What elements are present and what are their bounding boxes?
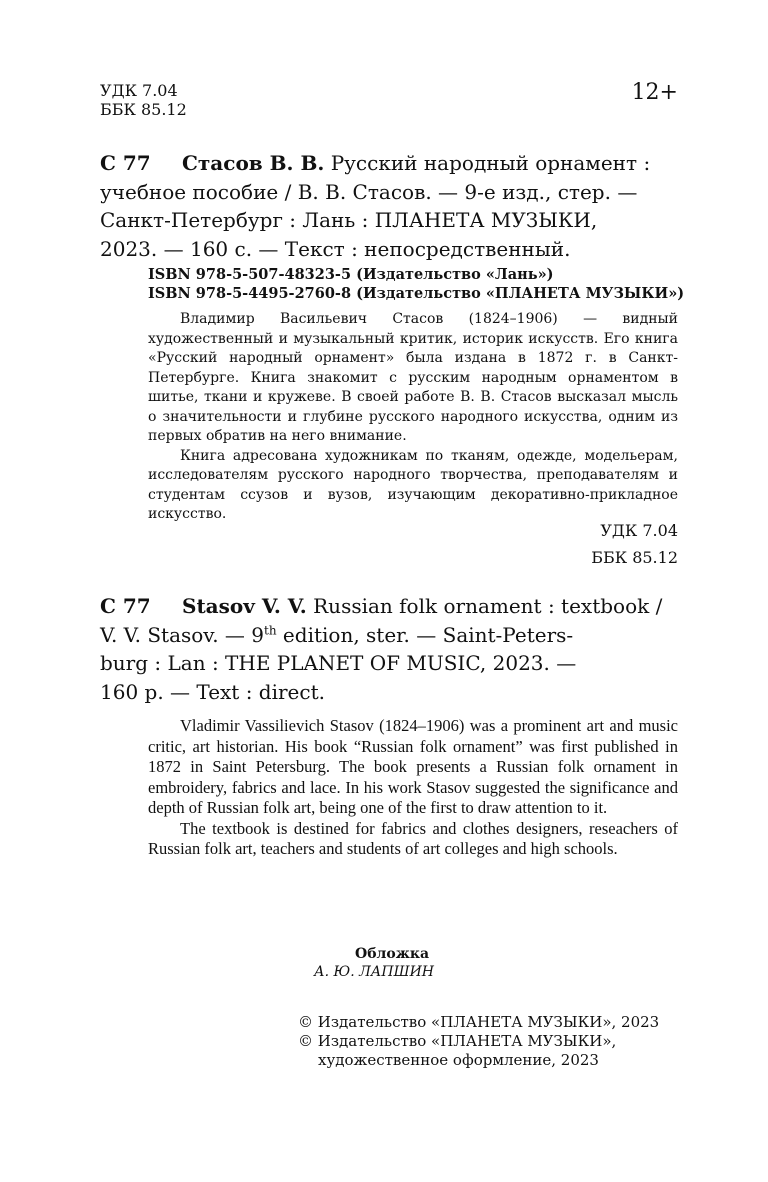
cover-artist: А. Ю. ЛАПШИН [314, 964, 434, 980]
copyright-line-2: © Издательство «ПЛАНЕТА МУЗЫКИ», [298, 1032, 617, 1050]
en-bibliographic-entry [100, 592, 678, 706]
isbn-music: ISBN 978-5-4495-2760-8 (Издательство «ПЛАНЕТА МУЗЫКИ») [148, 285, 685, 302]
isbn-block [148, 265, 684, 303]
en-line-2-start: V. V. Stasov. — 9 [100, 622, 265, 647]
ru-annotation [148, 310, 678, 525]
ru-title: Русский народный орнамент : [330, 151, 651, 175]
age-rating: 12+ [631, 80, 678, 105]
cover-label: Обложка [355, 946, 430, 962]
copyright-line-3: художественное оформление, 2023 [318, 1051, 599, 1069]
author-mark-code: С 77 [100, 151, 151, 175]
ru-entry-line-4: 2023. — 160 с. — Текст : непосредственный. [100, 236, 571, 261]
copyright-line-1: © Издательство «ПЛАНЕТА МУЗЫКИ», 2023 [298, 1013, 660, 1031]
right-classification-codes [591, 517, 678, 571]
en-author: Stasov V. V. [182, 594, 307, 618]
edition-superscript: th [264, 622, 277, 637]
isbn-lan: ISBN 978-5-507-48323-5 (Издательство «Лань») [148, 266, 554, 283]
ru-bibliographic-entry [100, 149, 678, 263]
ru-annotation-paragraph-2: Книга адресована художникам по тканям, одежде, модельерам, исследователям русского народного творчества, преподавателям и студентам ссузов и вузов, изучающим декоративно-прикладное искусство. [148, 447, 678, 522]
copyright-block [298, 1013, 659, 1070]
en-title: Russian folk ornament : textbook / [306, 594, 663, 618]
ru-entry-line-3: Санкт-Петербург : Лань : ПЛАНЕТА МУЗЫКИ, [100, 208, 598, 232]
header-classification-codes [100, 81, 187, 119]
en-annotation [148, 716, 678, 860]
bbk-code: ББК 85.12 [100, 100, 187, 119]
ru-entry-line-2: учебное пособие / В. В. Стасов. — 9-е изд., стер. — [100, 179, 638, 204]
ru-author: Стасов В. В. [182, 151, 325, 175]
en-author-mark-code: С 77 [100, 594, 151, 618]
en-line-2-end: edition, ster. — Saint-Peters- [276, 622, 574, 647]
en-entry-line-1 [182, 592, 678, 621]
udk-code-right: УДК 7.04 [600, 521, 678, 540]
en-annotation-paragraph-2: The textbook is destined for fabrics and clothes designers, reseachers of Russian folk art, teachers and students of art colleges and high schools. [148, 818, 678, 858]
en-annotation-paragraph-1: Vladimir Vassilievich Stasov (1824–1906) was a prominent art and music critic, art historian. His book “Russian folk ornament” was first published in 1872 in Saint Petersburg. The book presents a Russian folk ornament in embroidery, fabrics and lace. In his work Stasov suggested the significance and depth of Russian folk art, being one of the first to draw attention to it. [148, 716, 678, 817]
en-entry-line-4: 160 p. — Text : direct. [100, 679, 325, 704]
en-entry-line-2 [100, 621, 678, 650]
en-entry-line-3: burg : Lan : THE PLANET OF MUSIC, 2023. — [100, 651, 577, 675]
cover-credit [300, 945, 500, 981]
ru-annotation-paragraph-1: Владимир Васильевич Стасов (1824–1906) — видный художественный и музыкальный критик, историк искусств. Его книга «Русский народный орнамент» была издана в 1872 г. в Санкт-Петербурге. Книга знакомит с русским народным орнаментом в шитье, ткани и кружеве. В своей работе В. В. Стасов высказал мысль о значительности и глубине русского народного искусства, одним из первых обратив на него внимание. [148, 311, 678, 444]
bbk-code-right: ББК 85.12 [591, 548, 678, 567]
udk-code: УДК 7.04 [100, 81, 178, 100]
ru-entry-line-1 [182, 149, 678, 178]
